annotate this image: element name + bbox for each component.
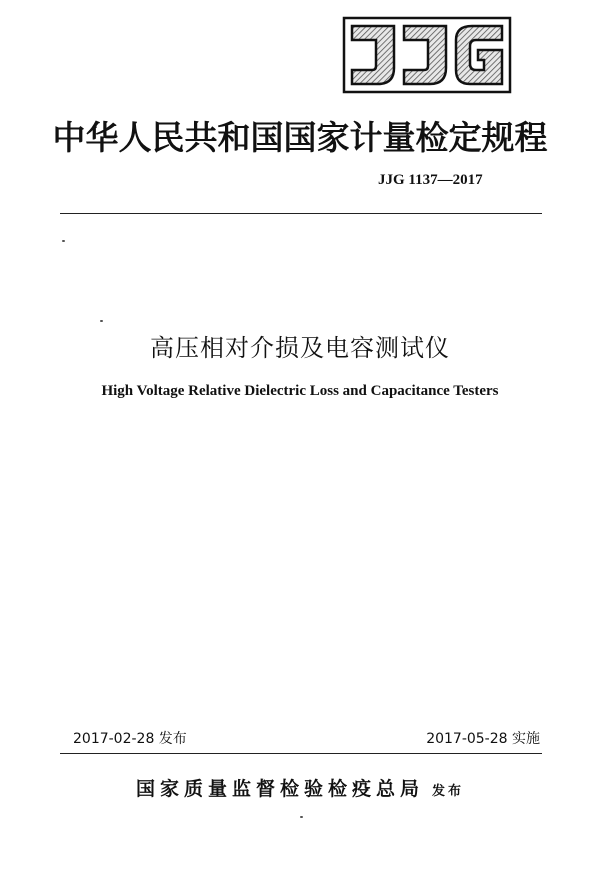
regulation-series-title: 中华人民共和国国家计量检定规程 [52,118,548,157]
logo-letter-j1 [352,26,394,84]
implementation-date: 2017-05-28 实施 [426,731,540,747]
bottom-divider [60,753,542,754]
document-title-english: High Voltage Relative Dielectric Loss and Capacitance Testers [101,383,499,399]
scan-speck [300,816,303,818]
logo-letter-g [456,26,502,84]
top-divider [60,213,542,214]
logo-letter-j2 [404,26,446,84]
scan-speck [100,320,103,322]
publisher-action: 发布 [432,784,465,799]
document-title-chinese: 高压相对介损及电容测试仪 [150,334,450,362]
publisher-organization: 国家质量监督检验检疫总局 [135,778,424,800]
scan-speck [62,240,65,242]
jjg-logo [342,16,512,94]
issue-date: 2017-02-28 发布 [73,731,187,747]
publisher-line [0,774,600,801]
standard-code: JJG 1137—2017 [378,172,483,188]
